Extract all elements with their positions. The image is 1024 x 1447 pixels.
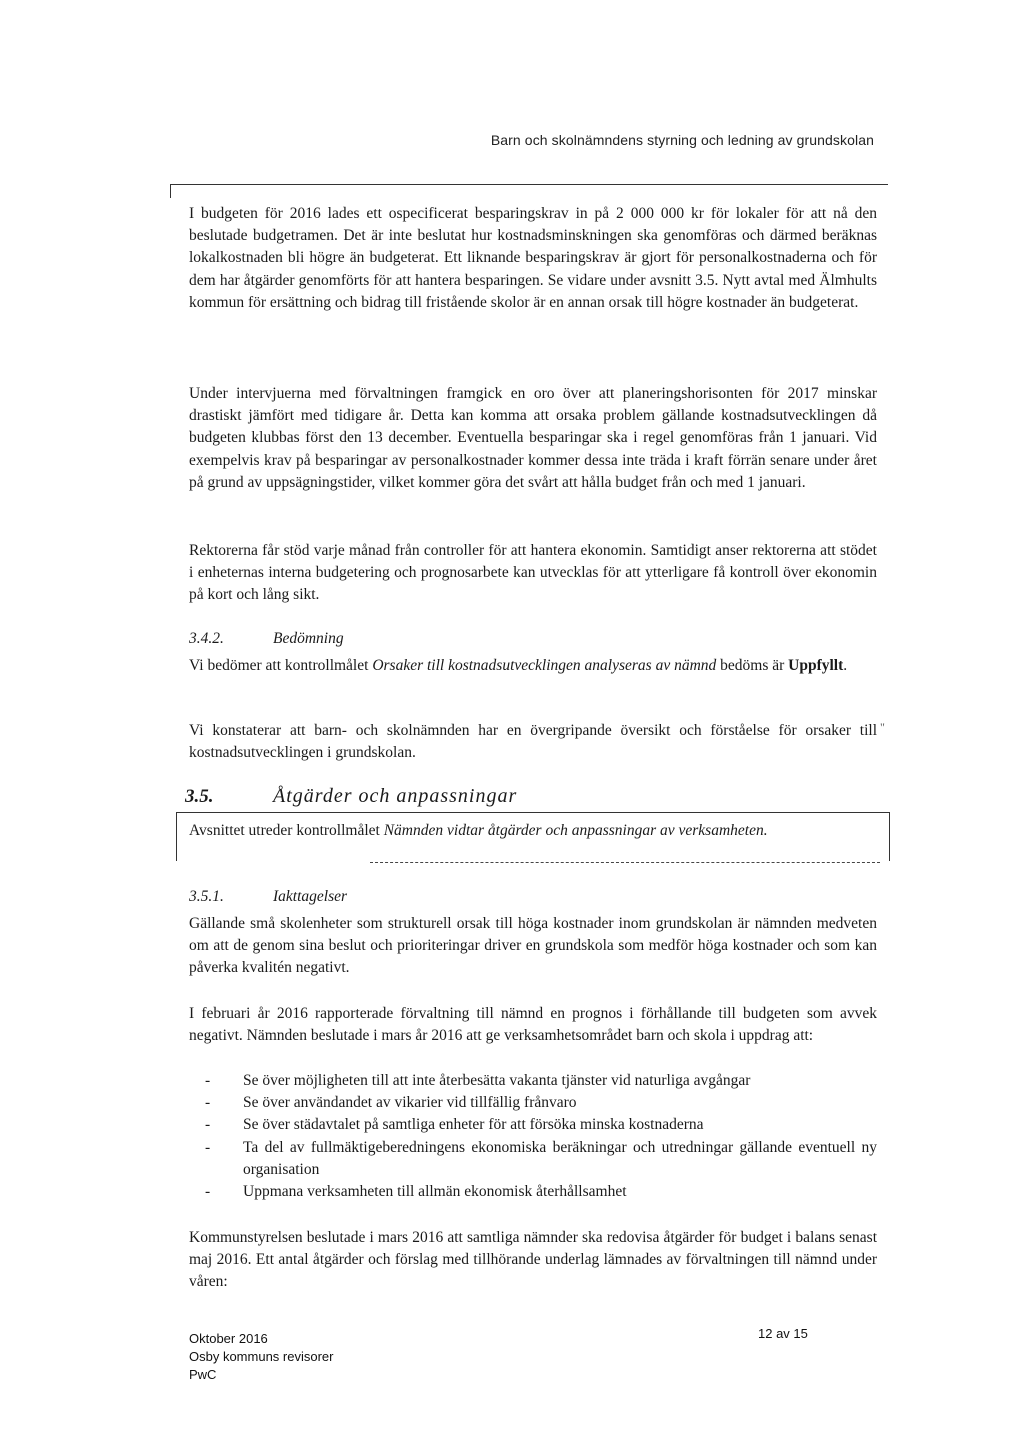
paragraph-rectors: Rektorerna får stöd varje månad från controller för att hantera ekonomin. Samtidigt anser rektorerna att stödet i enheternas interna budgetering och prognosarbete kan utvecklas för att ytterligare få kontroll över ekonomin på kort och lång sikt.: [189, 542, 877, 604]
page-header: Barn och skolnämndens styrning och ledning av grundskolan: [490, 132, 874, 148]
section-heading-35: [185, 785, 517, 808]
section-title: Iakttagelser: [273, 888, 348, 905]
task-list: [205, 1070, 877, 1203]
margin-mark: ": [880, 720, 885, 734]
paragraph-february: I februari år 2016 rapporterade förvaltning till nämnd en prognos i förhållande till budgeten som avvek negativt. Nämnden beslutade i mars år 2016 att ge verksamhetsområdet barn och skola i uppdrag att:: [189, 1005, 877, 1045]
list-item-text: Ta del av fullmäktigeberedningens ekonomiska beräkningar och utredningar gällande eventuell ny organisation: [243, 1138, 877, 1178]
section-heading-342: [189, 630, 344, 648]
footer-date: Oktober 2016: [189, 1331, 268, 1346]
list-item: [205, 1181, 877, 1203]
section-title: Åtgärder och anpassningar: [273, 785, 518, 807]
paragraph-assessment: [189, 655, 877, 677]
objective-name: Nämnden vidtar åtgärder och anpassningar av verksamheten.: [383, 822, 768, 839]
section-title: Bedömning: [273, 630, 344, 647]
paragraph-budget: I budgeten för 2016 lades ett ospecificerat besparingskrav in på 2 000 000 kr för lokaler för att nå den beslutade budgetramen. Det är inte beslutat hur kostnadsminskningen ska genomföras och därmed beräknas lokalkostnaden bli högre än budgeterat. Ett liknande besparingskrav är gjort för personalkostnaderna och för dem har åtgärder genomförts för att hantera besparingen. Se vidare under avsnitt 3.5. Nytt avtal med Älmhults kommun för ersättning och bidrag till fristående skolor är en annan orsak till högre kostnader än budgeterat.: [189, 205, 877, 311]
list-item: [205, 1092, 877, 1114]
section-heading-351: [189, 888, 347, 906]
list-item-text: Se över möjligheten till att inte återbesätta vakanta tjänster vid naturliga avgångar: [243, 1072, 751, 1089]
top-rule-tick: [170, 184, 171, 198]
section-number: 3.5.: [185, 786, 214, 807]
paragraph-interviews: Under intervjuerna med förvaltningen framgick en oro över att planeringshorisonten för 2017 minskar drastiskt jämfört med tidigare år. Detta kan komma att orsaka problem gällande kostnadsutvecklingen då budgeten klubbas först den 13 december. Eventuella besparingar ska i regel genomföras från 1 januari. Vid exempelvis krav på besparingar av personalkostnader kommer dessa inte träda i kraft förrän senare under året på grund av uppsägningstider, vilket kommer göra det svårt att hålla budget från och med 1 januari.: [189, 385, 877, 491]
control-objective: Orsaker till kostnadsutvecklingen analyseras av nämnd: [372, 657, 717, 674]
footer-info: [189, 1330, 333, 1384]
list-item: [205, 1114, 877, 1136]
list-item-text: Uppmana verksamheten till allmän ekonomisk återhållsamhet: [243, 1183, 627, 1201]
list-item-text: Se över användandet av vikarier vid tillfällig frånvaro: [243, 1094, 577, 1112]
assessment-text-mid: bedöms är: [716, 657, 789, 674]
paragraph-municipal-board: Kommunstyrelsen beslutade i mars 2016 att samtliga nämnder ska redovisa åtgärder för budget i balans senast maj 2016. Ett antal åtgärder och förslag med tillhörande underlag lämnades av förvaltningen till nämnd under våren:: [189, 1229, 877, 1291]
footer-org: Osby kommuns revisorer: [189, 1349, 334, 1364]
list-item: [205, 1070, 877, 1092]
list-dash: -: [205, 1183, 211, 1201]
top-rule: [170, 184, 888, 185]
assessment-end: .: [843, 657, 848, 674]
assessment-text: Vi bedömer att kontrollmålet: [189, 657, 373, 674]
section-number: 3.5.1.: [189, 888, 224, 905]
list-dash: -: [205, 1072, 211, 1089]
footer-firm: PwC: [189, 1367, 217, 1382]
section-number: 3.4.2.: [189, 630, 224, 647]
assessment-result: Uppfyllt: [788, 657, 844, 674]
page-number: 12 av 15: [758, 1326, 808, 1341]
objective-intro: Avsnittet utreder kontrollmålet: [189, 822, 384, 839]
list-item-text: Se över städavtalet på samtliga enheter för att försöka minska kostnaderna: [243, 1116, 704, 1134]
objective-box-text: [189, 820, 869, 842]
paragraph-conclusion: Vi konstaterar att barn- och skolnämnden har en övergripande översikt och förståelse för orsaker till kostnadsutvecklingen i grundskolan.: [189, 722, 877, 762]
list-dash: -: [205, 1116, 211, 1134]
paragraph-small-schools: Gällande små skolenheter som strukturell orsak till höga kostnader inom grundskolan är nämnden medveten om att de genom sina beslut och prioriteringar driver en grundskola som medför höga kostnader och som kan påverka kvalitén negativt.: [189, 915, 877, 977]
list-item: [205, 1137, 877, 1181]
list-dash: -: [205, 1094, 211, 1112]
box-dashed-rule: [370, 862, 880, 863]
list-dash: -: [205, 1138, 211, 1156]
